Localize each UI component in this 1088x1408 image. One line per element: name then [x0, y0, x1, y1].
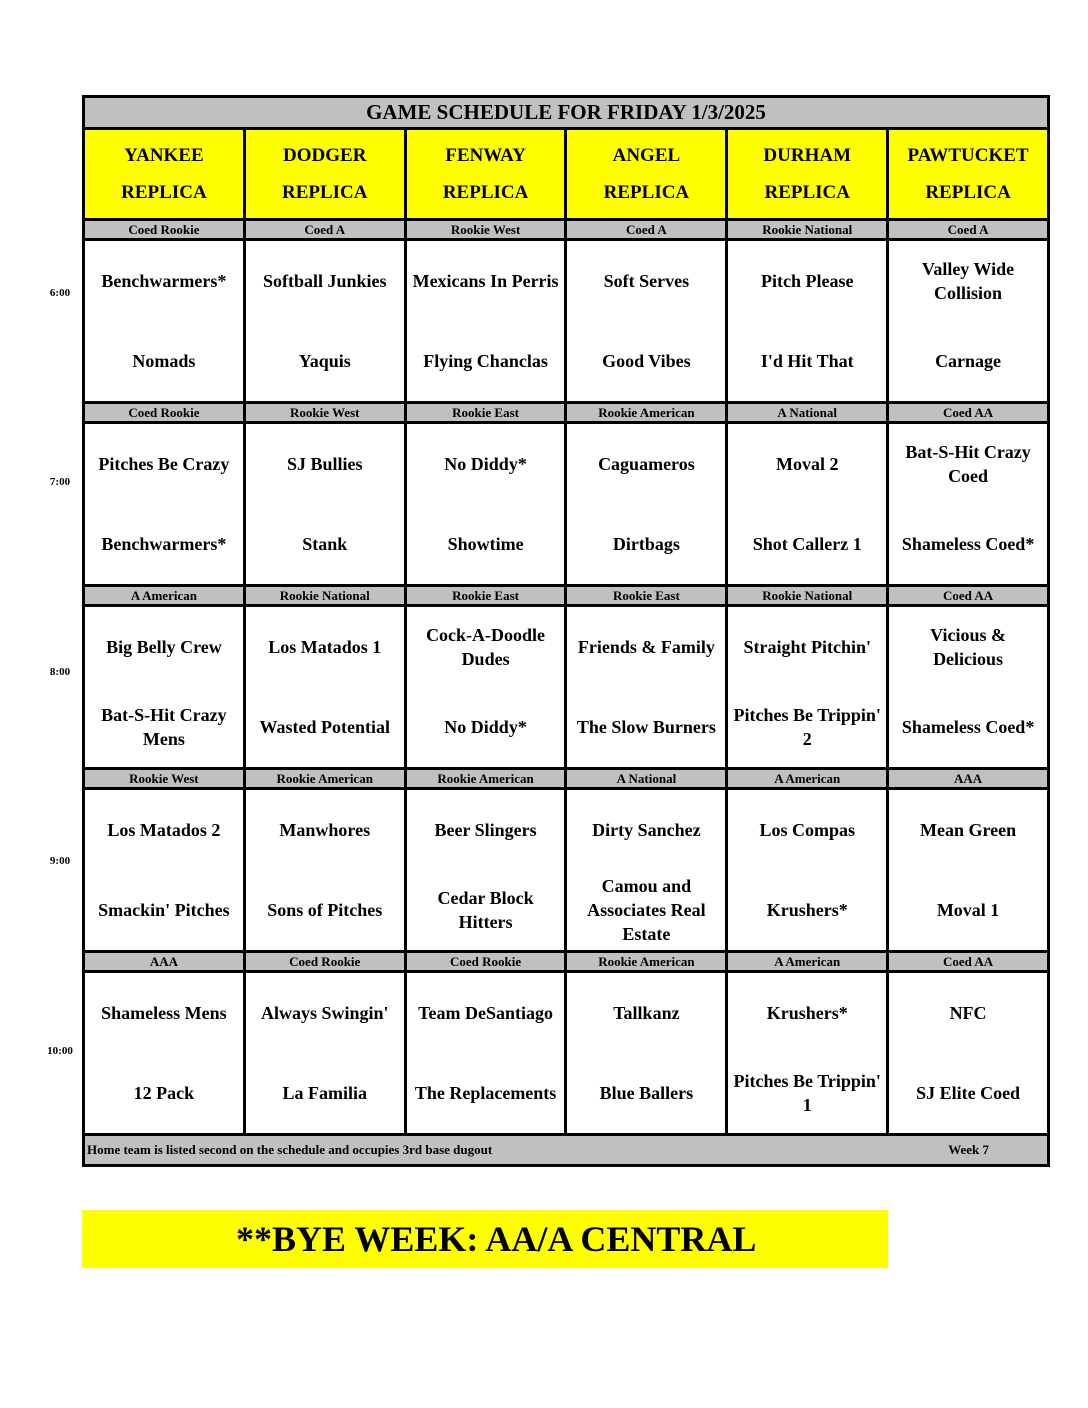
- division-label: Coed Rookie: [84, 220, 245, 240]
- game-cell: [888, 606, 1049, 769]
- away-team: Bat-S-Hit Crazy Coed: [905, 442, 1031, 486]
- game-cell: [727, 972, 888, 1135]
- home-team: Bat-S-Hit Crazy Mens: [101, 705, 227, 749]
- home-team: Wasted Potential: [259, 717, 390, 737]
- home-team: Yaquis: [298, 351, 351, 371]
- game-cell: [405, 789, 566, 952]
- game-cell: [727, 423, 888, 586]
- game-row: [84, 606, 1049, 769]
- division-label: Rookie National: [244, 586, 405, 606]
- division-label: Rookie American: [566, 403, 727, 423]
- home-team: Showtime: [447, 534, 524, 554]
- home-team: Moval 1: [936, 900, 1000, 920]
- away-team: SJ Bullies: [286, 454, 363, 474]
- field-type: REPLICA: [925, 182, 1011, 203]
- game-row: [84, 972, 1049, 1135]
- division-label: Coed A: [566, 220, 727, 240]
- division-label: Coed Rookie: [84, 403, 245, 423]
- home-team: The Slow Burners: [576, 717, 716, 737]
- away-team: Soft Serves: [603, 271, 690, 291]
- home-team: No Diddy*: [444, 717, 527, 737]
- field-header: [405, 129, 566, 220]
- home-team: Dirtbags: [612, 534, 680, 554]
- game-cell: [566, 240, 727, 403]
- division-label: Coed AA: [888, 586, 1049, 606]
- division-label: Coed AA: [888, 952, 1049, 972]
- away-team: Pitches Be Crazy: [98, 454, 230, 474]
- home-team: Blue Ballers: [599, 1083, 694, 1103]
- division-label: A American: [84, 586, 245, 606]
- game-cell: [888, 240, 1049, 403]
- division-label: Rookie West: [84, 769, 245, 789]
- home-team: Stank: [302, 534, 348, 554]
- away-team: Tallkanz: [613, 1003, 680, 1023]
- away-team: Shameless Mens: [101, 1003, 227, 1023]
- field-name: DODGER: [283, 145, 367, 166]
- division-row: [84, 403, 1049, 423]
- away-team: Pitch Please: [760, 271, 854, 291]
- field-name: FENWAY: [445, 145, 526, 166]
- field-header: [84, 129, 245, 220]
- game-cell: [566, 606, 727, 769]
- away-team: Beer Slingers: [434, 820, 537, 840]
- away-team: Always Swingin': [260, 1003, 389, 1023]
- game-cell: [84, 606, 245, 769]
- field-name: ANGEL: [612, 145, 681, 166]
- game-cell: [727, 789, 888, 952]
- field-type: REPLICA: [121, 182, 207, 203]
- time-column: [0, 0, 82, 1408]
- division-label: Coed A: [244, 220, 405, 240]
- field-type: REPLICA: [281, 182, 368, 203]
- game-row: [84, 240, 1049, 403]
- division-label: Rookie National: [727, 586, 888, 606]
- away-team: Dirty Sanchez: [592, 820, 701, 840]
- home-team: 12 Pack: [133, 1083, 195, 1103]
- game-row: [84, 423, 1049, 586]
- field-name: DURHAM: [763, 145, 852, 166]
- game-cell: [244, 240, 405, 403]
- time-label-9: 9:00: [49, 855, 71, 867]
- away-team: Los Compas: [759, 820, 855, 840]
- away-team: No Diddy*: [444, 454, 527, 474]
- game-cell: [405, 972, 566, 1135]
- week-label: Week 7: [948, 1142, 989, 1157]
- away-team: Mexicans In Perris: [412, 271, 559, 291]
- time-label-10: 10:00: [47, 1045, 73, 1057]
- home-team: Pitches Be Trippin' 1: [733, 1071, 881, 1115]
- home-team: Shameless Coed*: [901, 534, 1035, 554]
- division-row: [84, 769, 1049, 789]
- schedule-sheet: [82, 95, 1050, 1167]
- away-team: Caguameros: [598, 454, 695, 474]
- division-row: [84, 586, 1049, 606]
- away-team: Krushers*: [766, 1003, 848, 1023]
- footer-bar: [84, 1135, 1049, 1166]
- home-team: Benchwarmers*: [101, 534, 227, 554]
- division-label: A National: [566, 769, 727, 789]
- home-team: Krushers*: [766, 900, 848, 920]
- game-cell: [405, 423, 566, 586]
- away-team: Big Belly Crew: [106, 637, 222, 657]
- division-label: Coed Rookie: [405, 952, 566, 972]
- field-header: [727, 129, 888, 220]
- away-team: Team DeSantiago: [418, 1003, 553, 1023]
- time-label-6: 6:00: [49, 287, 71, 299]
- division-label: A National: [727, 403, 888, 423]
- away-team: Vicious & Delicious: [930, 625, 1006, 669]
- game-cell: [244, 423, 405, 586]
- game-cell: [84, 423, 245, 586]
- away-team: NFC: [949, 1003, 987, 1023]
- division-label: Rookie National: [727, 220, 888, 240]
- field-header: [244, 129, 405, 220]
- field-type: REPLICA: [764, 182, 850, 203]
- division-label: Coed A: [888, 220, 1049, 240]
- bye-week-text: **BYE WEEK: AA/A CENTRAL: [236, 1219, 757, 1259]
- game-cell: [727, 240, 888, 403]
- field-type: REPLICA: [603, 182, 690, 203]
- division-label: Rookie West: [244, 403, 405, 423]
- away-team: Cock-A-Doodle Dudes: [426, 625, 546, 669]
- game-cell: [84, 240, 245, 403]
- home-team: Cedar Block Hitters: [437, 888, 534, 932]
- game-cell: [405, 240, 566, 403]
- home-team: SJ Elite Coed: [916, 1083, 1021, 1103]
- schedule-table: [82, 95, 1050, 1167]
- home-team-note: Home team is listed second on the schedule and occupies 3rd base dugout: [87, 1142, 493, 1157]
- field-header-row: [84, 129, 1049, 220]
- home-team: Nomads: [132, 351, 196, 371]
- home-team: The Replacements: [414, 1083, 557, 1103]
- home-team: La Familia: [282, 1083, 367, 1103]
- home-team: Smackin' Pitches: [98, 900, 230, 920]
- home-team: Camou and Associates Real Estate: [587, 876, 706, 944]
- home-team: Flying Chanclas: [423, 351, 548, 371]
- division-label: A American: [727, 952, 888, 972]
- game-cell: [888, 423, 1049, 586]
- division-row: [84, 220, 1049, 240]
- game-cell: [566, 423, 727, 586]
- away-team: Los Matados 2: [107, 820, 221, 840]
- division-label: Rookie American: [405, 769, 566, 789]
- game-cell: [84, 789, 245, 952]
- away-team: Friends & Family: [577, 637, 715, 657]
- away-team: Softball Junkies: [262, 271, 387, 291]
- division-label: Coed Rookie: [244, 952, 405, 972]
- game-cell: [888, 972, 1049, 1135]
- game-cell: [244, 606, 405, 769]
- game-cell: [566, 972, 727, 1135]
- field-name: PAWTUCKET: [907, 145, 1029, 166]
- home-team: Shot Callerz 1: [752, 534, 862, 554]
- game-cell: [244, 972, 405, 1135]
- field-type: REPLICA: [442, 182, 529, 203]
- away-team: Manwhores: [279, 820, 371, 840]
- away-team: Straight Pitchin': [743, 637, 871, 657]
- field-header: [566, 129, 727, 220]
- division-label: AAA: [888, 769, 1049, 789]
- field-name: YANKEE: [124, 145, 204, 166]
- division-label: Rookie West: [405, 220, 566, 240]
- division-label: Rookie East: [405, 586, 566, 606]
- division-label: Rookie American: [244, 769, 405, 789]
- game-cell: [566, 789, 727, 952]
- bye-week-banner: [82, 1210, 888, 1268]
- away-team: Mean Green: [919, 820, 1017, 840]
- division-label: Rookie American: [566, 952, 727, 972]
- division-label: A American: [727, 769, 888, 789]
- division-row: [84, 952, 1049, 972]
- away-team: Benchwarmers*: [101, 271, 227, 291]
- away-team: Los Matados 1: [268, 637, 382, 657]
- home-team: I'd Hit That: [760, 351, 854, 371]
- division-label: Rookie East: [566, 586, 727, 606]
- home-team: Pitches Be Trippin' 2: [733, 705, 881, 749]
- home-team: Good Vibes: [602, 351, 691, 371]
- game-cell: [84, 972, 245, 1135]
- game-cell: [405, 606, 566, 769]
- away-team: Valley Wide Collision: [921, 259, 1015, 303]
- division-label: Coed AA: [888, 403, 1049, 423]
- home-team: Shameless Coed*: [901, 717, 1035, 737]
- schedule-title: GAME SCHEDULE FOR FRIDAY 1/3/2025: [84, 97, 1049, 129]
- game-row: [84, 789, 1049, 952]
- game-cell: [727, 606, 888, 769]
- field-header: [888, 129, 1049, 220]
- away-team: Moval 2: [775, 454, 839, 474]
- game-cell: [244, 789, 405, 952]
- home-team: Carnage: [935, 351, 1002, 371]
- division-label: AAA: [84, 952, 245, 972]
- game-cell: [888, 789, 1049, 952]
- division-label: Rookie East: [405, 403, 566, 423]
- time-label-7: 7:00: [49, 476, 71, 488]
- home-team: Sons of Pitches: [267, 900, 383, 920]
- time-label-8: 8:00: [49, 666, 71, 678]
